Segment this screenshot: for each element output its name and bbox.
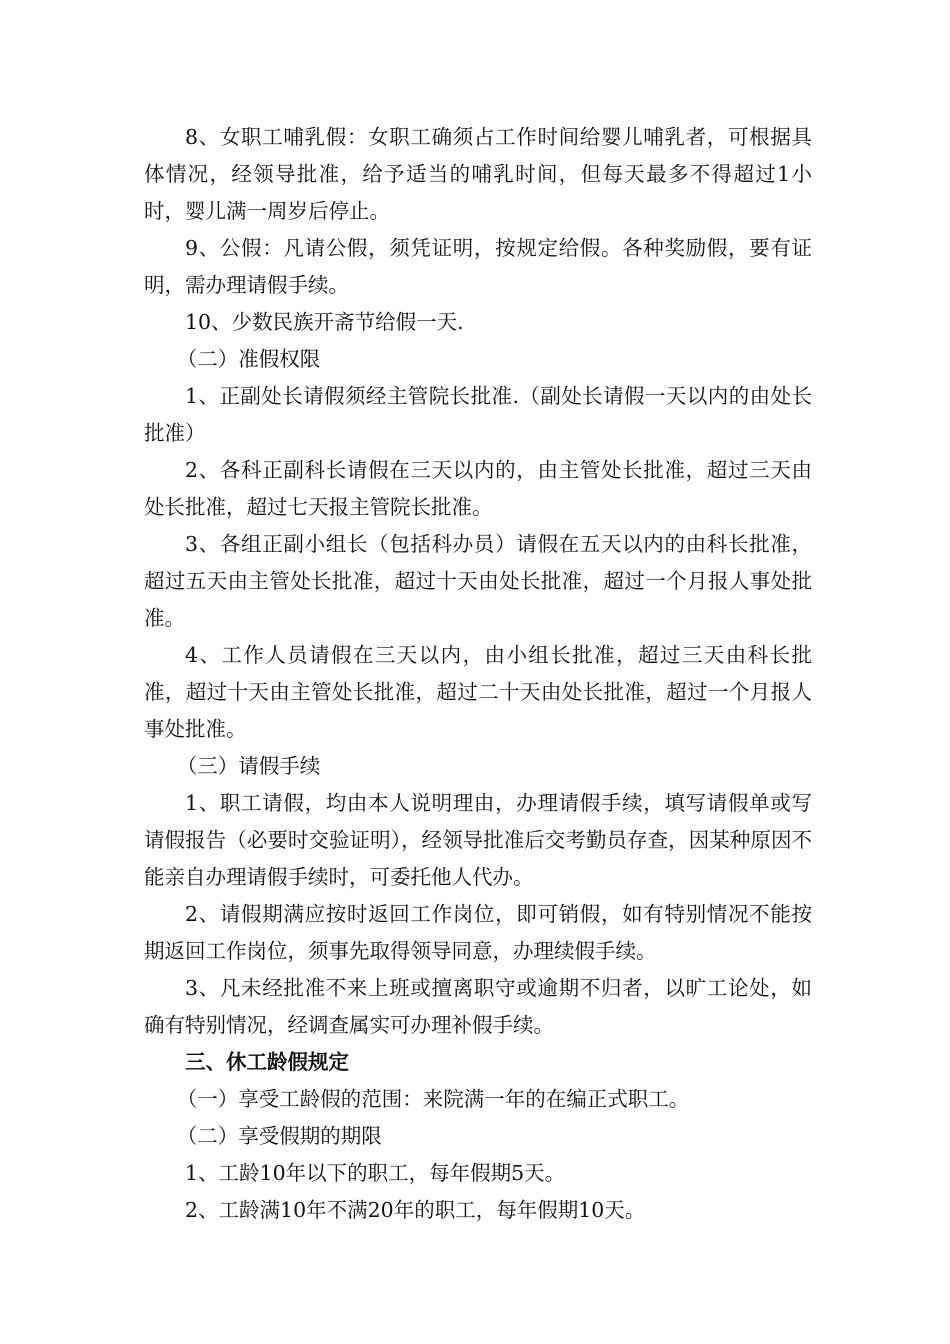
subheading-approval-authority: （二）准假权限 [176,347,321,371]
paragraph-authority-1: 1、正副处长请假须经主管院长批准.（副处长请假一天以内的由处长批准） [144,384,812,445]
document-body [144,119,812,1229]
section-heading-seniority-leave: 三、休工龄假规定 [185,1050,349,1074]
paragraph-authority-4: 4、工作人员请假在三天以内，由小组长批准，超过三天由科长批准，超过十天由主管处长批准，超过二十天由处长批准，超过一个月报人事处批准。 [144,643,812,741]
paragraph-nursing-leave: 8、女职工哺乳假：女职工确须占工作时间给婴儿哺乳者，可根据具体情况，经领导批准，给予适当的哺乳时间，但每天最多不得超过1小时，婴儿满一周岁后停止。 [144,125,812,223]
subheading-seniority-scope: （一）享受工龄假的范围：来院满一年的在编正式职工。 [176,1087,690,1111]
paragraph-procedure-3: 3、凡未经批准不来上班或擅离职守或逾期不归者，以旷工论处，如确有特别情况，经调查属实可办理补假手续。 [144,976,812,1037]
subheading-leave-procedure: （三）请假手续 [176,754,321,778]
paragraph-period-1: 1、工龄10年以下的职工，每年假期5天。 [185,1161,566,1185]
paragraph-eid-leave: 10、少数民族开斋节给假一天. [185,310,464,334]
subheading-leave-period: （二）享受假期的期限 [176,1124,382,1148]
paragraph-procedure-2: 2、请假期满应按时返回工作岗位，即可销假，如有特别情况不能按期返回工作岗位，须事先取得领导同意，办理续假手续。 [144,902,812,963]
paragraph-official-leave: 9、公假：凡请公假，须凭证明，按规定给假。各种奖励假，要有证明，需办理请假手续。 [144,236,812,297]
paragraph-period-2: 2、工龄满10年不满20年的职工，每年假期10天。 [185,1198,646,1222]
paragraph-authority-2: 2、各科正副科长请假在三天以内的，由主管处长批准，超过三天由处长批准，超过七天报主管院长批准。 [144,458,812,519]
paragraph-authority-3: 3、各组正副小组长（包括科办员）请假在五天以内的由科长批准，超过五天由主管处长批准，超过十天由处长批准，超过一个月报人事处批准。 [144,532,812,630]
paragraph-procedure-1: 1、职工请假，均由本人说明理由，办理请假手续，填写请假单或写请假报告（必要时交验证明），经领导批准后交考勤员存查，因某种原因不能亲自办理请假手续时，可委托他人代办。 [144,791,812,889]
